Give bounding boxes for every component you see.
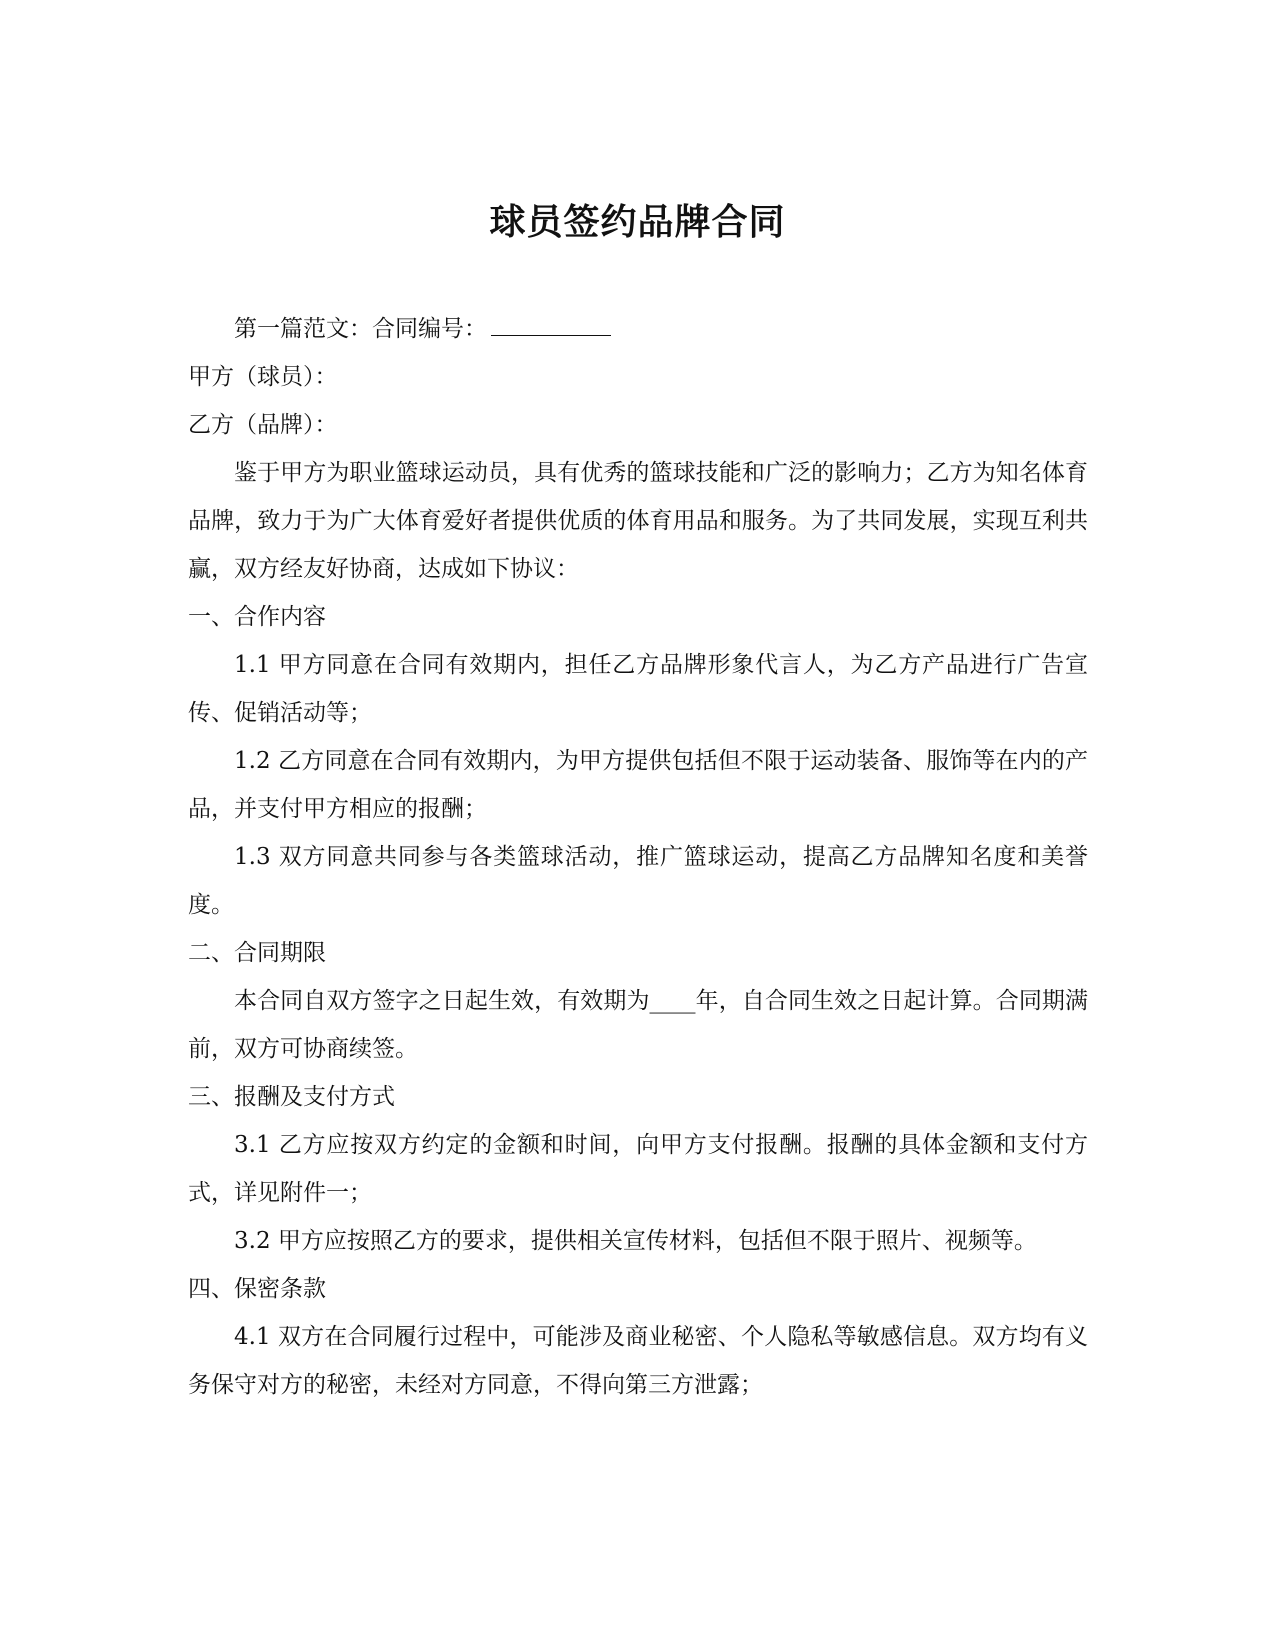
clause-paragraph: 1.2 乙方同意在合同有效期内，为甲方提供包括但不限于运动装备、服饰等在内的产品，并支付甲方相应的报酬；	[188, 748, 1088, 822]
clause-paragraph: 3.1 乙方应按双方约定的金额和时间，向甲方支付报酬。报酬的具体金额和支付方式，详见附件一；	[188, 1132, 1088, 1206]
preamble-paragraph: 鉴于甲方为职业篮球运动员，具有优秀的篮球技能和广泛的影响力；乙方为知名体育品牌，致力于为广大体育爱好者提供优质的体育用品和服务。为了共同发展，实现互利共赢，双方经友好协商，达成如下协议：	[188, 460, 1088, 582]
section-heading: 三、报酬及支付方式	[188, 1084, 395, 1110]
clause-paragraph: 4.1 双方在合同履行过程中，可能涉及商业秘密、个人隐私等敏感信息。双方均有义务保守对方的秘密，未经对方同意，不得向第三方泄露；	[188, 1324, 1088, 1398]
party-b-line: 乙方（品牌）：	[188, 412, 338, 438]
section-heading: 一、合作内容	[188, 604, 326, 630]
clause-paragraph: 3.2 甲方应按照乙方的要求，提供相关宣传材料，包括但不限于照片、视频等。	[234, 1228, 1037, 1254]
party-a-line: 甲方（球员）：	[188, 364, 338, 390]
clause-paragraph: 本合同自双方签字之日起生效，有效期为____年，自合同生效之日起计算。合同期满前，双方可协商续签。	[188, 988, 1088, 1062]
section-heading: 二、合同期限	[188, 940, 326, 966]
clause-paragraph: 1.1 甲方同意在合同有效期内，担任乙方品牌形象代言人，为乙方产品进行广告宣传、促销活动等；	[188, 652, 1088, 726]
contract-number-line	[188, 305, 1088, 353]
document-title: 球员签约品牌合同	[489, 201, 786, 243]
section-heading: 四、保密条款	[188, 1276, 326, 1302]
contract-number-label: 第一篇范文：合同编号：	[234, 316, 487, 342]
clause-paragraph: 1.3 双方同意共同参与各类篮球活动，推广篮球运动，提高乙方品牌知名度和美誉度。	[188, 844, 1088, 918]
document-body	[188, 305, 1088, 1409]
contract-number-blank	[491, 334, 611, 336]
